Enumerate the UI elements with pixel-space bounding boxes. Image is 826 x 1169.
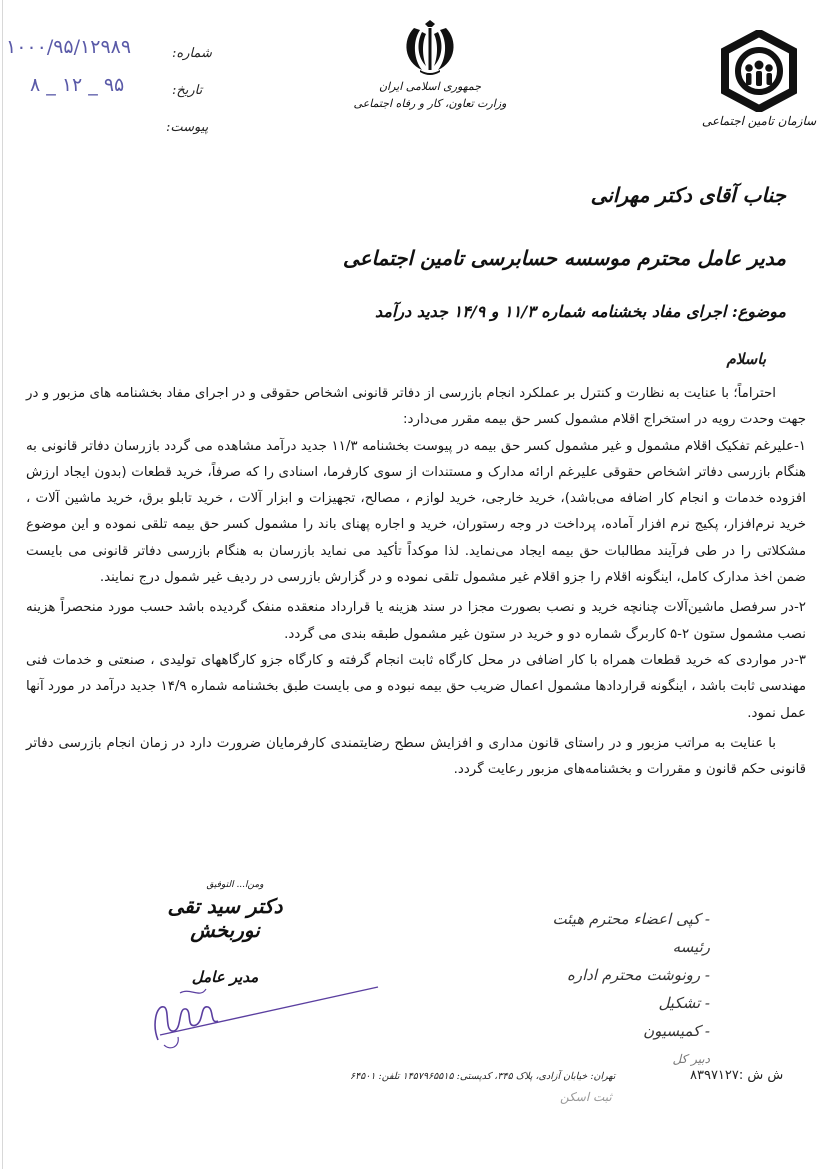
- greeting: باسلام: [726, 350, 766, 368]
- body-intro: احتراماً؛ با عنایت به نظارت و کنترل بر عملکرد انجام بازرسی از دفاتر قانونی اشخاص حقوقی و در اجرای مفاد بخشنامه های مزبور و در جهت وحدت رویه در استخراج اقلام مشمول کسر حق بیمه مقرر می‌دارد:: [26, 386, 806, 428]
- letter-subject: موضوع: اجرای مفاد بخشنامه شماره ۱۱/۳ و ۱۴/۹ جدید درآمد: [374, 302, 786, 321]
- footer-address: تهران: خیابان آزادی، پلاک ۳۴۵، کدپستی: ۱۴۵۷۹۶۵۵۱۵ تلفن: ۶۴۵۰۱: [350, 1071, 616, 1082]
- signer-name: دکتر سید تقی نوربخش: [167, 894, 283, 942]
- attachment-label: پیوست:: [166, 120, 209, 135]
- handwritten-scan-note: ثبت اسکن: [560, 1090, 612, 1104]
- republic-name: جمهوری اسلامی ایران: [378, 80, 482, 93]
- body-item-2: ۲-در سرفصل ماشین‌آلات چنانچه خرید و نصب بصورت مجزا در سند هزینه یا قرارداد منعقده منفک گردیده باشد حسب مورد منحصراً هزینه نصب مشمول ستون ۲-۵ کاربرگ شماره دو و خرید در ستون غیر مشمول طبقه بندی می گردد.: [26, 600, 806, 642]
- cc-note: - رونوشت محترم اداره: [566, 966, 710, 984]
- signature-block: [140, 880, 310, 986]
- cc-note: - تشکیل: [658, 994, 710, 1012]
- organization-name: سازمان تامین اجتماعی: [701, 114, 817, 128]
- letter-body: [26, 381, 806, 783]
- body-item-1: ۱-علیرغم تفکیک اقلام مشمول و غیر مشمول کسر حق بیمه در پیوست بخشنامه ۱۱/۳ جدید درآمد مشاهده می گردد بازرسان دفاتر قانونی به هنگام بازرسی دفاتر اشخاص حقوقی علیرغم ارائه مدارک و مستندات از سوی کارفرما، اسنادی را که صرفاً، خرید قطعات (بدون ایجاد ارزش افزوده خدمات و انجام کار اضافه می‌باشد)، خرید خارجی، خرید لوازم ، مصالح، تجهیزات و ابزار آلات ، خرید تابلو برق، خرید ماشین آلات ، خرید نرم‌افزار، پکیج نرم افزار آماده، پرداخت در وجه رستوران، خرید و اجاره پهنای باند را مشمول کسر حق بیمه تلقی نموده و این موضوع مشکلاتی را در طی فرآیند مطالبات حق بیمه ایجاد می‌نماید. لذا موکداً تأکید می نماید بازرسان به هنگام بازرسی دفاتر قانونی می بایست ضمن اخذ مدارک کامل، اینگونه اقلام را جزو اقلام غیر مشمول تلقی نموده و در گزارش بازرسی در ردیف غیر شمول درج نمایند.: [26, 438, 806, 586]
- number-label: شماره:: [172, 46, 212, 61]
- cc-note: - کمیسیون: [643, 1022, 710, 1040]
- cc-note: - کپی اعضاء محترم هیئت رئیسه: [552, 910, 710, 956]
- cc-note: دبیر کل: [672, 1052, 710, 1066]
- iran-emblem-icon: [400, 18, 460, 76]
- reference-number: ش ش :۸۳۹۷۱۲۷: [690, 1068, 784, 1083]
- handwritten-cc-notes: [540, 905, 710, 1073]
- handwritten-signature-icon: [150, 985, 380, 1055]
- closing-phrase: ومن‌ا... التوفیق: [206, 880, 264, 890]
- letter-date: ۹۵ _ ۱۲ _ ۸: [30, 74, 125, 96]
- letter-number: ۱۰۰۰/۹۵/۱۲۹۸۹: [6, 36, 132, 58]
- page-edge: [2, 0, 3, 1169]
- ministry-name: وزارت تعاون، کار و رفاه اجتماعی: [353, 97, 507, 110]
- date-label: تاریخ:: [172, 83, 203, 98]
- body-conclusion: با عنایت به مراتب مزبور و در راستای قانون مداری و افزایش سطح رضایتمندی کارفرمایان ضرورت دارد در زمان انجام بازرسی دفاتر قانونی حکم قانون و مقررات و بخشنامه‌های مزبور رعایت گردد.: [26, 735, 806, 778]
- body-item-3: ۳-در مواردی که خرید قطعات همراه با کار اضافی در محل کارگاه ثابت انجام گرفته و کارگاه جزو کارگاههای تولیدی ، صنعتی و خدمات فنی مهندسی ثابت باشد ، اینگونه قراردادها مشمول اعمال ضریب حق بیمه نبوده و می بایست طبق بخشنامه شماره ۱۴/۹ جدید درآمد در مورد آنها عمل نمود.: [26, 652, 806, 721]
- addressee-name: جناب آقای دکتر مهرانی: [590, 183, 786, 207]
- addressee-position: مدیر عامل محترم موسسه حسابرسی تامین اجتماعی: [342, 246, 786, 270]
- social-security-logo-icon: [718, 30, 800, 112]
- ministry-letterhead: [350, 78, 510, 112]
- signer-title: مدیر عامل: [191, 968, 259, 986]
